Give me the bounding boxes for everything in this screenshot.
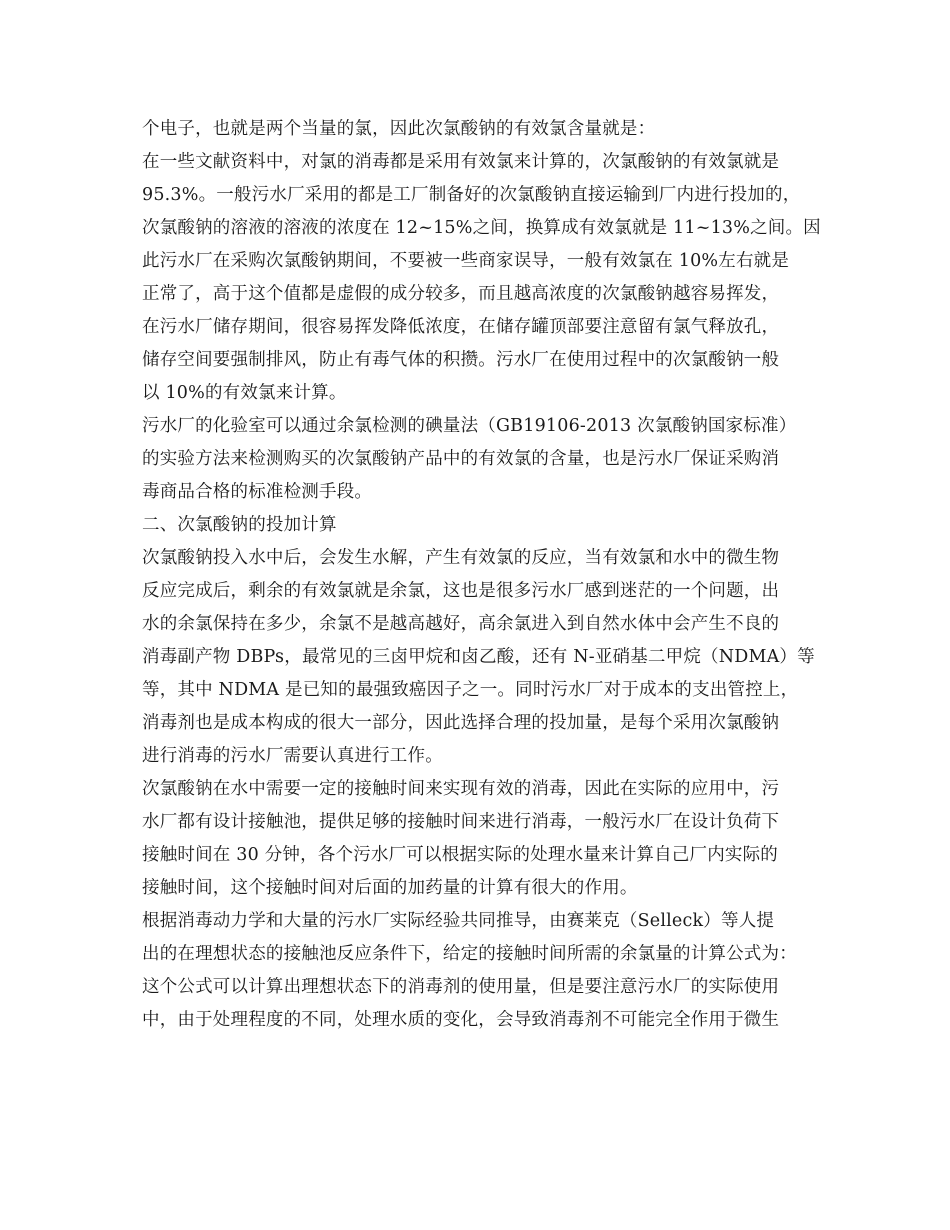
text-line: 污水厂的化验室可以通过余氯检测的碘量法（GB19106-2013 次氯酸钠国家标准） (142, 416, 797, 436)
text-line: 接触时间在 30 分钟，各个污水厂可以根据实际的处理水量来计算自己厂内实际的 (142, 845, 778, 865)
text-line: 水的余氯保持在多少，余氯不是越高越好，高余氯进入到自然水体中会产生不良的 (142, 614, 780, 634)
text-line: 次氯酸钠的溶液的溶液的浓度在 12~15%之间，换算成有效氯就是 11~13%之间。因 (142, 218, 821, 238)
section-heading: 二、次氯酸钠的投加计算 (142, 515, 337, 535)
text-line: 这个公式可以计算出理想状态下的消毒剂的使用量，但是要注意污水厂的实际使用 (142, 977, 780, 997)
text-line: 此污水厂在采购次氯酸钠期间，不要被一些商家误导，一般有效氯在 10%左右就是 (142, 251, 790, 271)
text-line: 95.3%。一般污水厂采用的都是工厂制备好的次氯酸钠直接运输到厂内进行投加的， (142, 185, 801, 205)
text-line: 次氯酸钠在水中需要一定的接触时间来实现有效的消毒，因此在实际的应用中，污 (142, 779, 780, 799)
text-line: 在污水厂储存期间，很容易挥发降低浓度，在储存罐顶部要注意留有氯气释放孔， (142, 317, 780, 337)
text-line: 出的在理想状态的接触池反应条件下，给定的接触时间所需的余氯量的计算公式为： (142, 944, 797, 964)
text-line: 接触时间，这个接触时间对后面的加药量的计算有很大的作用。 (142, 878, 638, 898)
text-line: 进行消毒的污水厂需要认真进行工作。 (142, 746, 443, 766)
text-line: 水厂都有设计接触池，提供足够的接触时间来进行消毒，一般污水厂在设计负荷下 (142, 812, 780, 832)
text-line: 次氯酸钠投入水中后，会发生水解，产生有效氯的反应，当有效氯和水中的微生物 (142, 548, 780, 568)
text-line: 根据消毒动力学和大量的污水厂实际经验共同推导，由赛莱克（Selleck）等人提 (142, 911, 775, 931)
text-line: 等，其中 NDMA 是已知的最强致癌因子之一。同时污水厂对于成本的支出管控上， (142, 680, 799, 700)
text-line: 正常了，高于这个值都是虚假的成分较多，而且越高浓度的次氯酸钠越容易挥发， (142, 284, 780, 304)
text-line: 以 10%的有效氯来计算。 (142, 383, 347, 403)
text-line: 储存空间要强制排风，防止有毒气体的积攒。污水厂在使用过程中的次氯酸钠一般 (142, 350, 780, 370)
text-line: 中，由于处理程度的不同，处理水质的变化，会导致消毒剂不可能完全作用于微生 (142, 1010, 780, 1030)
text-line: 在一些文献资料中，对氯的消毒都是采用有效氯来计算的，次氯酸钠的有效氯就是 (142, 152, 780, 172)
text-line: 消毒副产物 DBPs，最常见的三卤甲烷和卤乙酸，还有 N-亚硝基二甲烷（NDMA）等 (142, 647, 815, 667)
text-line: 个电子，也就是两个当量的氯，因此次氯酸钠的有效氯含量就是： (142, 119, 656, 139)
text-line: 反应完成后，剩余的有效氯就是余氯，这也是很多污水厂感到迷茫的一个问题，出 (142, 581, 780, 601)
text-line: 消毒剂也是成本构成的很大一部分，因此选择合理的投加量，是每个采用次氯酸钠 (142, 713, 780, 733)
text-line: 毒商品合格的标准检测手段。 (142, 482, 373, 502)
text-line: 的实验方法来检测购买的次氯酸钠产品中的有效氯的含量，也是污水厂保证采购消 (142, 449, 780, 469)
document-body (142, 113, 822, 1037)
